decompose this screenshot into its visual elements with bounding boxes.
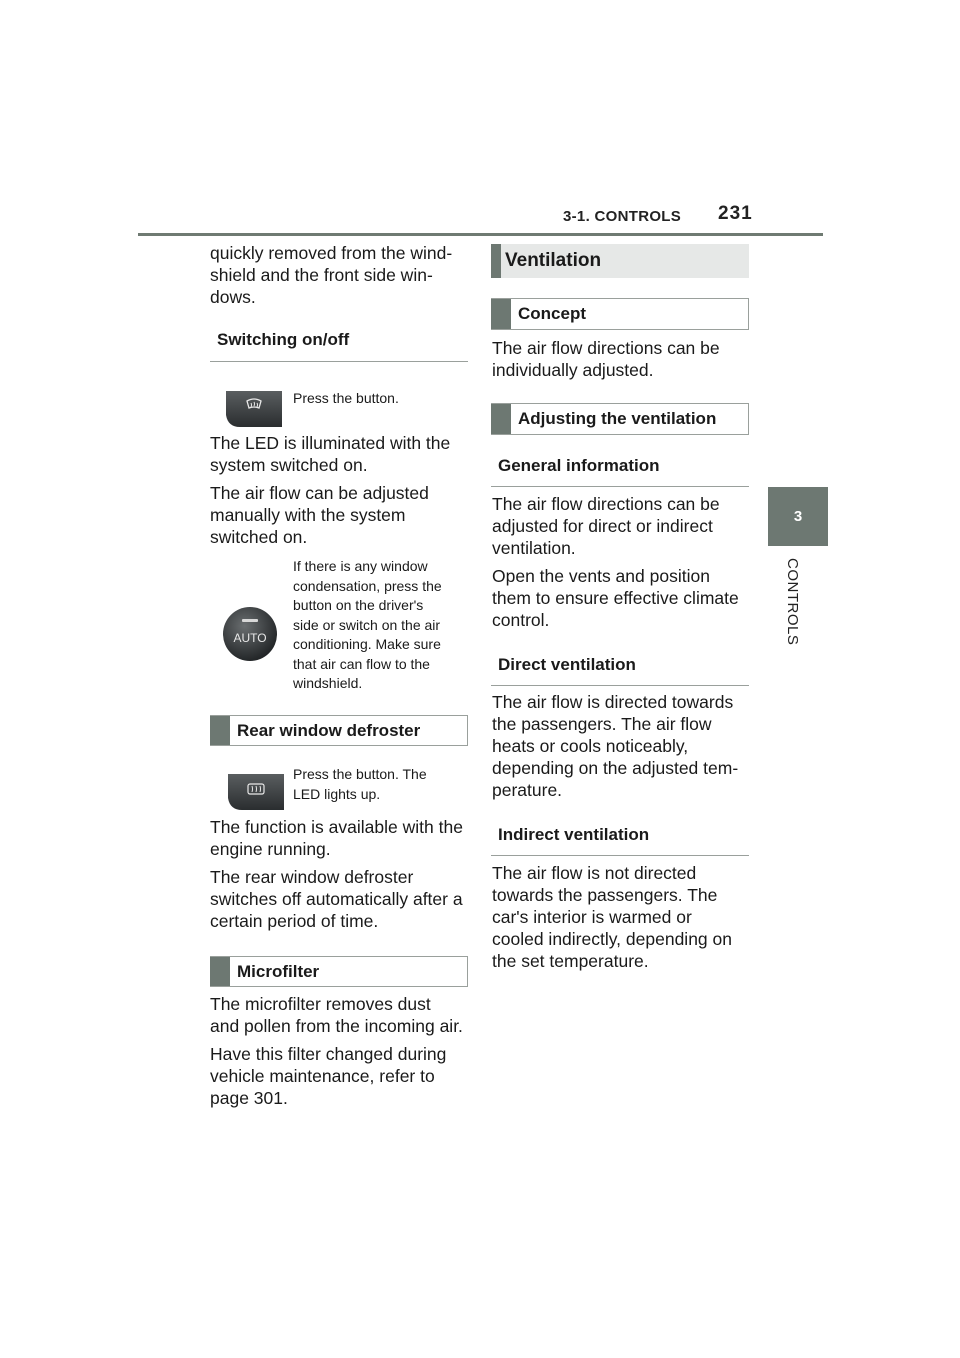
heading-adjusting-text: Adjusting the ventilation	[518, 409, 717, 428]
heading-microfilter	[210, 956, 468, 987]
rear-p1: The function is available with the engine running.	[210, 817, 463, 859]
switching-p2: The air flow can be adjusted manually with the system switched on.	[210, 483, 429, 547]
heading-ventilation	[491, 244, 749, 278]
heading-rear-defroster	[210, 715, 468, 746]
direct-text: The air flow is directed towards the passengers. The air flow heats or cools noticeably, depending on the adjusted tem- perature.	[492, 692, 739, 800]
rear-p2: The rear window defroster switches off automatically after a certain period of time.	[210, 867, 463, 931]
heading-general: General information	[491, 456, 749, 487]
auto-label: AUTO	[233, 631, 267, 645]
switching-caption: Press the button.	[293, 390, 399, 406]
heading-concept-text: Concept	[518, 304, 586, 323]
heading-ventilation-text: Ventilation	[505, 250, 602, 271]
rear-defrost-icon	[228, 774, 284, 810]
heading-microfilter-text: Microfilter	[237, 961, 320, 981]
windshield-defrost-icon	[226, 391, 282, 427]
heading-concept	[491, 298, 749, 330]
auto-caption: If there is any window condensation, press the button on the driver's side or switch on the air conditioning. Make sure that air can flow to the windshield.	[293, 558, 442, 691]
heading-direct: Direct ventilation	[491, 655, 749, 686]
chapter-label: CONTROLS	[784, 558, 801, 646]
microfilter-p1: The microfilter removes dust and pollen from the incoming air.	[210, 994, 463, 1036]
general-p2: Open the vents and position them to ensure effective climate control.	[492, 566, 739, 630]
section-title: 3-1. CONTROLS	[563, 208, 682, 225]
heading-switching: Switching on/off	[210, 330, 468, 362]
rear-caption: Press the button. The LED lights up.	[293, 766, 427, 802]
general-p1: The air flow directions can be adjusted for direct or indirect ventilation.	[492, 494, 720, 558]
indirect-text: The air flow is not directed towards the passengers. The car's interior is warmed or cooled indirectly, depending on the set temperature.	[492, 863, 732, 971]
heading-adjusting	[491, 403, 749, 435]
chapter-tab: 3	[768, 487, 828, 546]
switching-p1: The LED is illuminated with the system switched on.	[210, 433, 451, 475]
auto-button-icon	[222, 606, 278, 662]
heading-indirect: Indirect ventilation	[491, 825, 749, 856]
concept-text: The air flow directions can be individually adjusted.	[492, 338, 720, 380]
header-rule	[138, 233, 823, 236]
heading-rear-defroster-text: Rear window defroster	[237, 720, 421, 740]
intro-text: quickly removed from the wind- shield and the front side win- dows.	[210, 243, 453, 307]
page-number: 231	[718, 203, 753, 224]
microfilter-p2: Have this filter changed during vehicle maintenance, refer to page 301.	[210, 1044, 447, 1108]
